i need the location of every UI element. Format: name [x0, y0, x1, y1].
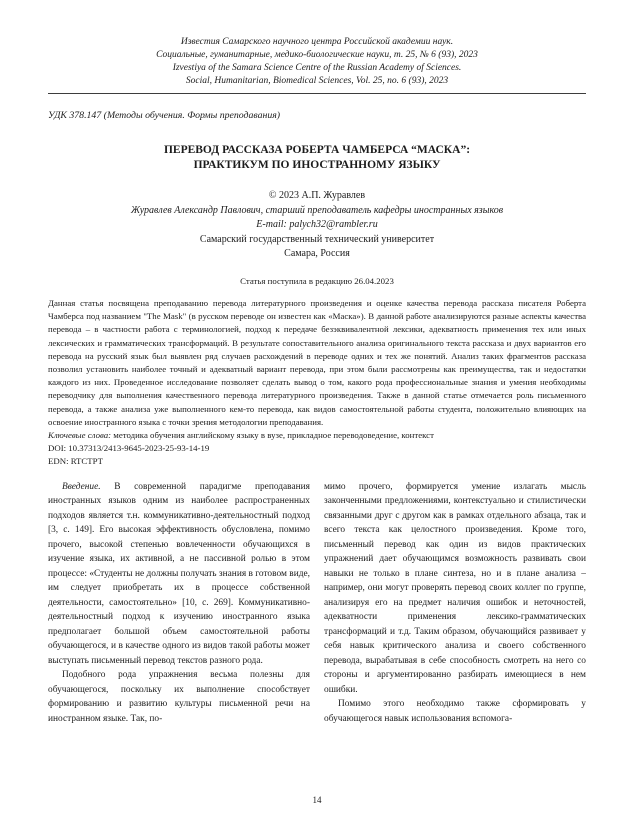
introduction-paragraph	[48, 480, 310, 669]
copyright-line: © 2023 А.П. Журавлев	[268, 190, 366, 201]
doi-line: DOI: 10.37313/2413-9645-2023-25-93-14-19	[48, 443, 210, 454]
body-paragraph: Подобного рода упражнения весьма полезны для обучающегося, поскольку их выполнение способствует формированию и развитию культуры письменной речи на иностранном языке. Так, по-	[48, 670, 310, 724]
keywords-value: методика обучения английскому языку в вузе, прикладное переводоведение, контекст	[111, 430, 434, 440]
body-paragraph: Помимо этого необходимо также сформировать у обучающегося навык использования вспомога-	[324, 699, 586, 724]
page-number: 14	[312, 795, 322, 805]
section-lead-introduction: Введение.	[62, 481, 101, 492]
received-date-line: Статья поступила в редакцию 26.04.2023	[240, 275, 394, 286]
abstract-text: Данная статья посвящена преподаванию перевода литературного произведения и оценке качества перевода рассказа писателя Роберта Чамберса под названием "The Mask" (в русском переводе он известен как «Маска»). В данной работе анализируются разные аспекты качества перевода – в частности работа с терминологией, подход к передаче безэквивалентной лексики, адекватность применения тех или иных лексических и грамматических трансформаций. В результате сопоставительного анализа оригинального текста рассказа и двух вариантов его перевода на русский язык был выявлен ряд случаев расхождений в переводе одних и тех же понятий. Анализ таких фрагментов рассказа позволил установить наиболее точный и адекватный вариант перевода, при этом были рассмотрены как преимущества, так и недостатки каждого из них. Проведенное исследование позволяет сделать вывод о том, какого рода профессиональные знания и умения необходимы переводчику для выполнения качественного перевода литературного произведения. Также в данной статье отмечается роль письменного перевода, а также анализа уже выполненного кем-то перевода, как видов самостоятельной работы студента, положительно влияющих на освоение иностранного языка с точки зрения методологии преподавания.	[48, 297, 586, 427]
journal-header	[48, 36, 586, 88]
author-university: Самарский государственный технический университет	[199, 233, 435, 245]
udc-line: УДК 378.147 (Методы обучения. Формы преподавания)	[48, 110, 281, 121]
right-column	[324, 480, 586, 727]
body-columns	[48, 480, 586, 727]
abstract-block	[48, 297, 586, 469]
article-title-line-2: ПРАКТИКУМ ПО ИНОСТРАННОМУ ЯЗЫКУ	[193, 159, 441, 171]
introduction-paragraph-text: В современной парадигме преподавания иностранных языков одним из наиболее распространенных подходов является т.н. коммуникативно-деятельностный подход [3, с. 149]. Его высокая эффективность обусловлена, помимо прочего, высокой степенью вовлеченности обучающихся в изучение языка, их активной, а не пассивной ролью в этом процессе: «Студенты не должны получать знания в готовом виде, им следует приобретать их в процессе собственной деятельности, самостоятельно» [10, с. 269]. Коммуникативно-деятельностный подход к изучению иностранного языка предполагает большой объем самостоятельной работы обучающегося, и в качестве одного из видов такой работы может выступать письменный перевод текстов разного рода.	[48, 481, 310, 666]
body-paragraph-continued: мимо прочего, формируется умение излагать мысль законченными предложениями, контекстуально и стилистически связанными друг с другом как в рамках отдельного абзаца, так и всего текста как целостного произведения. Кроме того, письменный перевод как один из видов практических упражнений дает обучающимся возможность развивать свои навыки не только в плане синтеза, но и в плане анализа – например, они могут проверять перевод своих коллег по группе, анализируя его на предмет наличия ошибок и неточностей, адекватности применения лексико-грамматических трансформаций и т.д. Таким образом, обучающийся развивает у себя навык критического анализа и своего собственного перевода, вырабатывая в себе способность смотреть на него со стороны и аргументированно разбирать имеющиеся в нем ошибки.	[324, 481, 586, 695]
journal-name-en: Izvestiya of the Samara Science Centre of the Russian Academy of Sciences.	[172, 63, 462, 73]
journal-issue-ru: Социальные, гуманитарные, медико-биологические науки, т. 25, № 6 (93), 2023	[156, 50, 478, 60]
article-title-line-1: ПЕРЕВОД РАССКАЗА РОБЕРТА ЧАМБЕРСА “МАСКА”:	[163, 144, 471, 156]
keywords-line	[48, 429, 586, 442]
author-email: E-mail: palych32@rambler.ru	[256, 219, 378, 231]
keywords-label: Ключевые слова:	[48, 430, 112, 440]
header-divider	[48, 93, 586, 94]
author-name-affiliation: Журавлев Александр Павлович, старший преподаватель кафедры иностранных языков	[130, 204, 504, 216]
article-title	[48, 143, 586, 173]
left-column	[48, 480, 310, 727]
edn-line: EDN: RTCTPT	[48, 456, 103, 467]
author-location: Самара, Россия	[284, 248, 350, 260]
author-block	[48, 189, 586, 262]
journal-issue-en: Social, Humanitarian, Biomedical Sciences, Vol. 25, no. 6 (93), 2023	[185, 76, 449, 86]
journal-name-ru: Известия Самарского научного центра Российской академии наук.	[180, 37, 454, 47]
